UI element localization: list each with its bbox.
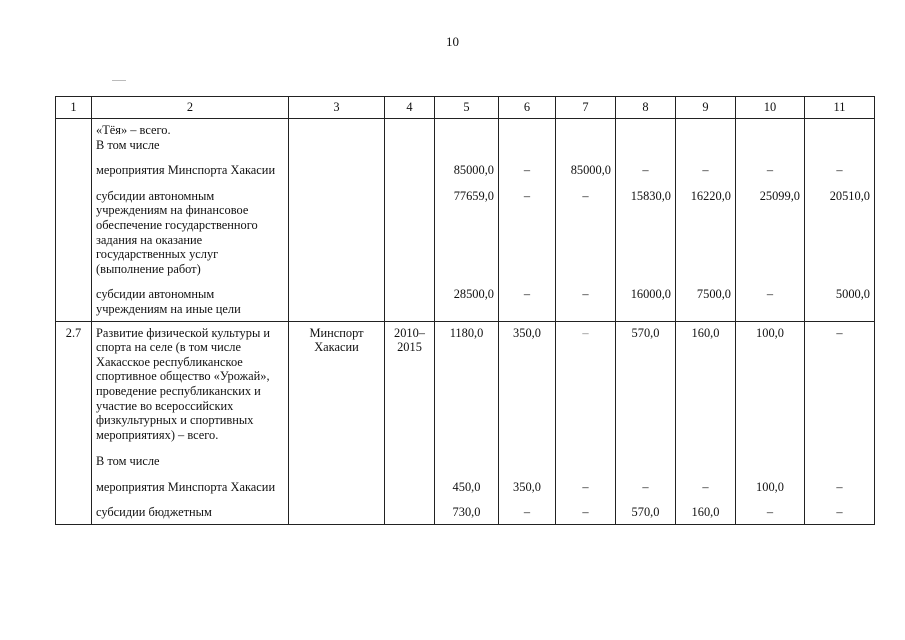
cell-value: – — [676, 152, 736, 178]
cell-value: – — [556, 276, 616, 321]
cell-value: 28500,0 — [435, 276, 499, 321]
cell-value: 7500,0 — [676, 276, 736, 321]
cell-value — [736, 442, 805, 469]
row-period — [385, 152, 435, 178]
cell-value: – — [805, 469, 875, 495]
table-row — [56, 469, 875, 495]
row-executor: Минспорт Хакасии — [289, 321, 385, 442]
column-header: 11 — [805, 97, 875, 119]
row-period — [385, 138, 435, 153]
cell-value: – — [556, 321, 616, 442]
cell-value: 85000,0 — [556, 152, 616, 178]
row-executor — [289, 119, 385, 138]
cell-value: – — [556, 494, 616, 524]
cell-value: – — [499, 178, 556, 277]
cell-value — [499, 138, 556, 153]
column-header: 6 — [499, 97, 556, 119]
cell-value — [556, 119, 616, 138]
cell-value: – — [805, 152, 875, 178]
cell-value: – — [499, 494, 556, 524]
row-number — [56, 138, 92, 153]
cell-value — [805, 138, 875, 153]
row-executor — [289, 138, 385, 153]
cell-value — [805, 442, 875, 469]
cell-value — [435, 119, 499, 138]
cell-value: 160,0 — [676, 494, 736, 524]
table-row — [56, 152, 875, 178]
cell-value — [616, 138, 676, 153]
row-name: мероприятия Минспорта Хакасии — [92, 152, 289, 178]
cell-value: – — [736, 494, 805, 524]
cell-value: 15830,0 — [616, 178, 676, 277]
row-period: 2010–2015 — [385, 321, 435, 442]
cell-value: – — [616, 152, 676, 178]
row-period — [385, 469, 435, 495]
cell-value: – — [736, 276, 805, 321]
cell-value: 16000,0 — [616, 276, 676, 321]
cell-value — [736, 138, 805, 153]
cell-value: 570,0 — [616, 321, 676, 442]
column-header: 1 — [56, 97, 92, 119]
cell-value — [736, 119, 805, 138]
row-number: 2.7 — [56, 321, 92, 442]
cell-value: 5000,0 — [805, 276, 875, 321]
row-executor — [289, 442, 385, 469]
cell-value: 1180,0 — [435, 321, 499, 442]
row-number — [56, 469, 92, 495]
table-row — [56, 494, 875, 524]
row-period — [385, 494, 435, 524]
cell-value — [616, 119, 676, 138]
row-period — [385, 178, 435, 277]
cell-value: 730,0 — [435, 494, 499, 524]
cell-value — [499, 119, 556, 138]
column-header: 3 — [289, 97, 385, 119]
row-executor — [289, 152, 385, 178]
row-number — [56, 276, 92, 321]
cell-value — [435, 138, 499, 153]
header-row — [56, 97, 875, 119]
row-executor — [289, 276, 385, 321]
cell-value: – — [676, 469, 736, 495]
cell-value: 100,0 — [736, 469, 805, 495]
cell-value: 77659,0 — [435, 178, 499, 277]
cell-value: 85000,0 — [435, 152, 499, 178]
row-executor — [289, 469, 385, 495]
cell-value — [805, 119, 875, 138]
column-header: 5 — [435, 97, 499, 119]
cell-value: – — [556, 469, 616, 495]
cell-value: – — [616, 469, 676, 495]
row-name: субсидии автономным учреждениям на иные цели — [92, 276, 289, 321]
scan-mark — [112, 80, 126, 81]
row-number — [56, 442, 92, 469]
row-name: В том числе — [92, 442, 289, 469]
table-row — [56, 178, 875, 277]
cell-value — [435, 442, 499, 469]
cell-value: – — [805, 494, 875, 524]
row-number — [56, 494, 92, 524]
table-row — [56, 119, 875, 138]
row-number — [56, 152, 92, 178]
cell-value: 570,0 — [616, 494, 676, 524]
column-header: 8 — [616, 97, 676, 119]
cell-value — [556, 138, 616, 153]
row-name: мероприятия Минспорта Хакасии — [92, 469, 289, 495]
page-number: 10 — [446, 34, 459, 49]
cell-value: 100,0 — [736, 321, 805, 442]
budget-table — [55, 96, 875, 525]
cell-value: – — [499, 152, 556, 178]
cell-value: – — [499, 276, 556, 321]
table-row — [56, 442, 875, 469]
cell-value: 20510,0 — [805, 178, 875, 277]
column-header: 10 — [736, 97, 805, 119]
cell-value: 350,0 — [499, 469, 556, 495]
cell-value — [676, 442, 736, 469]
column-header: 4 — [385, 97, 435, 119]
cell-value — [676, 138, 736, 153]
column-header: 7 — [556, 97, 616, 119]
cell-value — [676, 119, 736, 138]
cell-value: 450,0 — [435, 469, 499, 495]
cell-value — [616, 442, 676, 469]
row-number — [56, 119, 92, 138]
cell-value — [556, 442, 616, 469]
row-executor — [289, 494, 385, 524]
cell-value: 350,0 — [499, 321, 556, 442]
row-number — [56, 178, 92, 277]
cell-value: 16220,0 — [676, 178, 736, 277]
row-period — [385, 442, 435, 469]
column-header: 9 — [676, 97, 736, 119]
row-name: «Тёя» – всего. — [92, 119, 289, 138]
cell-value: – — [556, 178, 616, 277]
cell-value: – — [805, 321, 875, 442]
table-row — [56, 321, 875, 442]
table-row — [56, 138, 875, 153]
cell-value: 160,0 — [676, 321, 736, 442]
table-row — [56, 276, 875, 321]
row-name: В том числе — [92, 138, 289, 153]
row-name: субсидии автономным учреждениям на финансовое обеспечение государственного задания на оказание государственных услуг (выполнение работ) — [92, 178, 289, 277]
row-name: Развитие физической культуры и спорта на селе (в том числе Хакасское республиканское спортивное общество «Урожай», проведение республиканских и участие во всероссийских физкультурных и спортивных мероприятиях) – всего. — [92, 321, 289, 442]
row-name: субсидии бюджетным — [92, 494, 289, 524]
cell-value: – — [736, 152, 805, 178]
cell-value: 25099,0 — [736, 178, 805, 277]
row-executor — [289, 178, 385, 277]
row-period — [385, 119, 435, 138]
row-period — [385, 276, 435, 321]
column-header: 2 — [92, 97, 289, 119]
cell-value — [499, 442, 556, 469]
